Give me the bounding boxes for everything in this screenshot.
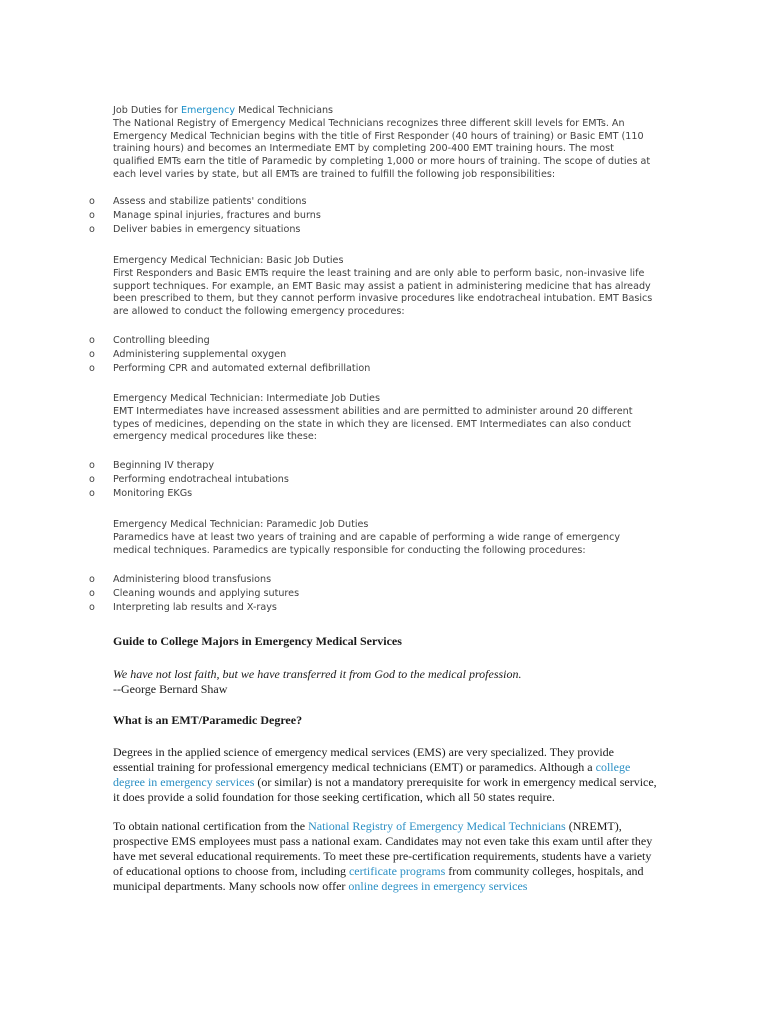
nremt-link[interactable]: National Registry of Emergency Medical Technicians [308,819,566,833]
intermediate-section [113,393,658,444]
list-item: o Performing endotracheal intubations [89,474,289,486]
bullet-marker: o [89,588,95,600]
list-item: o Interpreting lab results and X-rays [89,602,277,614]
certificate-programs-link[interactable]: certificate programs [348,864,446,878]
list-item: o Controlling bleeding [89,335,210,346]
bullet-marker: o [89,210,95,222]
bullet-marker: o [89,574,95,585]
intro-title-pre: Job Duties for [113,105,181,116]
quote-text: We have not lost faith, but we have transferred it from God to the medical profession. [113,667,522,681]
intermediate-body: EMT Intermediates have increased assessment abilities and are permitted to administer around 20 different types of medicines, depending on the state in which they are licensed. EMT Intermediates can also conduct emergency medical procedures like these: [113,405,633,443]
list-item: o Performing CPR and automated external defibrillation [89,363,371,375]
online-degrees-link[interactable]: online degrees in emergency services [348,879,528,893]
intro-section [113,105,658,182]
paramedic-list [89,574,649,617]
intro-body: The National Registry of Emergency Medical Technicians recognizes three different skill levels for EMTs. An Emergency Medical Technician begins with the title of First Responder (40 hours of training) or Basic EMT (110 training hours) and becomes an Intermediate EMT by completing 200-400 EMT training hours. The most qualified EMTs earn the title of Paramedic by completing 1,000 or more hours of training. The scope of duties at each level varies by state, but all EMTs are trained to fulfill the following job responsibilities: [113,117,651,180]
bullet-marker: o [89,335,95,346]
basic-title: Emergency Medical Technician: Basic Job Duties [113,255,344,266]
intermediate-list [89,460,649,503]
paramedic-body: Paramedics have at least two years of training and are capable of performing a wide range of emergency medical techniques. Paramedics are typically responsible for conducting the following procedures: [113,531,621,556]
intro-title-post: Medical Technicians [235,105,334,116]
bullet-marker: o [89,224,95,236]
paramedic-section [113,519,658,557]
list-item: o Administering blood transfusions [89,574,272,585]
basic-body: First Responders and Basic EMTs require the least training and are only able to perform basic, non-invasive life support techniques. For example, an EMT Basic may assist a patient in administering medicine that has already been prescribed to them, but they cannot perform invasive procedures like endotracheal intubation. EMT Basics are allowed to conduct the following emergency procedures: [113,267,653,318]
bullet-marker: o [89,602,95,614]
basic-list [89,335,649,378]
bullet-marker: o [89,474,95,486]
list-item: o Monitoring EKGs [89,488,193,500]
list-item: o Deliver babies in emergency situations [89,224,301,236]
quote-attribution: --George Bernard Shaw [113,682,228,696]
list-item: o Beginning IV therapy [89,460,215,471]
college-degree-link[interactable]: college degree in emergency services [113,760,631,789]
intermediate-title: Emergency Medical Technician: Intermediate Job Duties [113,393,380,404]
list-item: o Administering supplemental oxygen [89,349,287,361]
bullet-marker: o [89,363,95,375]
intro-title [113,105,658,118]
bullet-marker: o [89,460,95,471]
degree-paragraph-1: Degrees in the applied science of emergency medical services (EMS) are very specialized. They provide essential training for professional emergency medical technicians (EMT) or paramedics. Although a college degree in emergency services (or similar) is not a mandatory prerequisite for work in emergency medical service, it does provide a solid foundation for those seeking certification, which all 50 states require. [113,745,657,804]
intro-title-highlight: Emergency [180,105,236,116]
guide-heading: Guide to College Majors in Emergency Medical Services [113,634,402,648]
degree-paragraph-2: To obtain national certification from the National Registry of Emergency Medical Technicians (NREMT), prospective EMS employees must pass a national exam. Candidates may not even take this exam until after they have met several educational requirements. To meet these pre-certification requirements, students have a variety of educational options to choose from, including certificate programs from community colleges, hospitals, and municipal departments. Many schools now offer online degrees in emergency services [113,819,653,893]
paramedic-title: Emergency Medical Technician: Paramedic Job Duties [113,519,369,530]
bullet-marker: o [89,196,95,207]
quote-block [113,667,658,697]
list-item: o Cleaning wounds and applying sutures [89,588,300,600]
bullet-marker: o [89,349,95,361]
list-item: o Assess and stabilize patients' conditions [89,196,307,207]
degree-subheading: What is an EMT/Paramedic Degree? [113,713,303,727]
list-item: o Manage spinal injuries, fractures and burns [89,210,321,222]
bullet-marker: o [89,488,95,500]
intro-list [89,196,649,239]
basic-section [113,255,658,319]
